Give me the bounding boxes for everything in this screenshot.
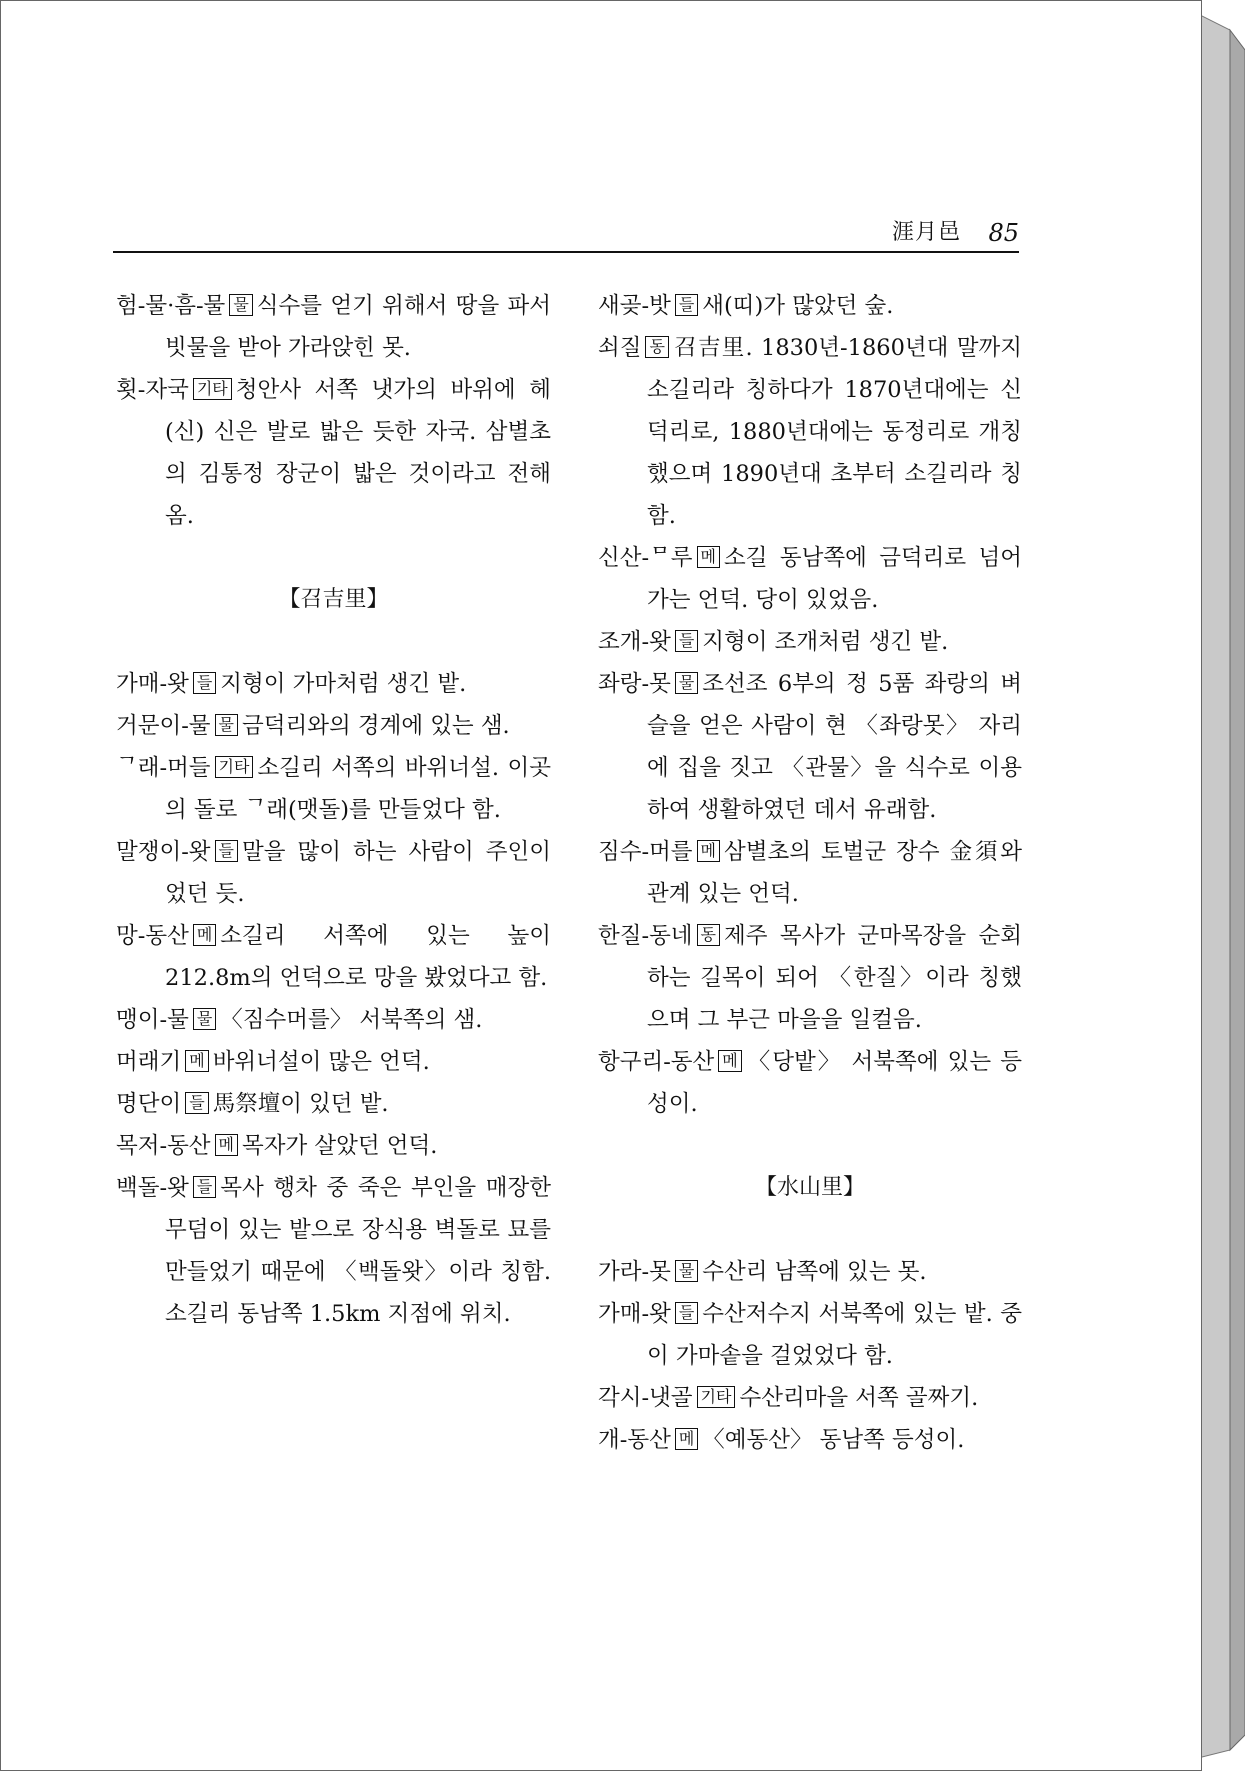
entry-term: 목저-동산 — [116, 1133, 211, 1159]
entry-term: 머래기 — [116, 1049, 182, 1075]
category-tag: 물 — [229, 294, 252, 316]
category-tag: 들 — [185, 1092, 208, 1114]
entry-text: 목자가 살았던 언덕. — [242, 1133, 438, 1159]
entry-list — [598, 285, 1022, 1125]
category-tag: 들 — [215, 840, 238, 862]
entry-term: 명단이 — [116, 1091, 182, 1117]
entry-term: 험-물·흠-물 — [116, 293, 226, 319]
entry-term: 가매-왓 — [116, 671, 189, 697]
dictionary-entry — [116, 369, 551, 537]
entry-term: 각시-냇골 — [598, 1385, 693, 1411]
category-tag: 동 — [645, 336, 668, 358]
entry-term: 짐수-머를 — [598, 839, 693, 865]
dictionary-entry — [598, 1251, 1022, 1293]
entry-text: 지형이 가마처럼 생긴 밭. — [220, 671, 467, 697]
entry-text: 소길 동남쪽에 금덕리로 넘어가는 언덕. 당이 있었음. — [647, 545, 1022, 613]
dictionary-entry — [598, 621, 1022, 663]
page-header — [113, 213, 1019, 253]
dictionary-entry — [116, 1125, 551, 1167]
dictionary-entry — [598, 1419, 1022, 1461]
dictionary-entry — [598, 285, 1022, 327]
entry-text: 금덕리와의 경계에 있는 샘. — [242, 713, 510, 739]
dictionary-entry — [116, 831, 551, 915]
entry-text: 말을 많이 하는 사람이 주인이었던 듯. — [165, 839, 551, 907]
category-tag: 들 — [675, 1302, 698, 1324]
entry-term: ᄀ래-머들 — [116, 755, 211, 781]
entry-list — [116, 663, 551, 1335]
entry-text: 제주 목사가 군마목장을 순회하는 길목이 되어 〈한질〉이라 칭했으며 그 부근 마을을 일컬음. — [647, 923, 1022, 1033]
dictionary-entry — [598, 327, 1022, 537]
entry-term: 쇠질 — [598, 335, 642, 361]
dictionary-entry — [598, 915, 1022, 1041]
category-tag: 기타 — [215, 756, 254, 778]
entry-term: 항구리-동산 — [598, 1049, 715, 1075]
page-number: 85 — [988, 219, 1019, 247]
entry-text: 청안사 서쪽 냇가의 바위에 헤(신) 신은 발로 밟은 듯한 자국. 삼별초의 김통정 장군이 밟은 것이라고 전해 옴. — [165, 377, 551, 529]
section-heading: 【召吉里】 — [278, 587, 389, 612]
category-tag: 메 — [718, 1050, 741, 1072]
category-tag: 메 — [675, 1428, 698, 1450]
entry-text: 召吉里. 1830년-1860년대 말까지 소길리라 칭하다가 1870년대에는 신덕리로, 1880년대에는 동정리로 개칭했으며 1890년대 초부터 소길리라 칭함. — [647, 335, 1022, 529]
entry-term: 새곶-밧 — [598, 293, 671, 319]
entry-text: 소길리 서쪽의 바위너설. 이곳의 돌로 ᄀ래(맷돌)를 만들었다 함. — [165, 755, 551, 823]
entry-text: 〈당밭〉 서북쪽에 있는 등성이. — [647, 1049, 1022, 1117]
entry-text: 馬祭壇이 있던 밭. — [212, 1091, 389, 1117]
dictionary-entry — [116, 285, 551, 369]
entry-term: 백돌-왓 — [116, 1175, 189, 1201]
entry-text: 〈예동산〉 동남쪽 등성이. — [702, 1427, 965, 1453]
dictionary-entry — [116, 915, 551, 999]
entry-term: 망-동산 — [116, 923, 189, 949]
entry-text: 조선조 6부의 정 5품 좌랑의 벼슬을 얻은 사람이 현 〈좌랑못〉 자리에 집을 짓고 〈관물〉을 식수로 이용하여 생활하였던 데서 유래함. — [647, 671, 1022, 823]
entry-term: 말쟁이-왓 — [116, 839, 211, 865]
category-tag: 물 — [215, 714, 238, 736]
category-tag: 물 — [193, 1008, 216, 1030]
category-tag: 들 — [675, 630, 698, 652]
dictionary-entry — [598, 537, 1022, 621]
entry-term: 한질-동네 — [598, 923, 693, 949]
entry-text: 수산리마을 서쪽 골짜기. — [739, 1385, 979, 1411]
entry-term: 가라-못 — [598, 1259, 671, 1285]
entry-text: 수산리 남쪽에 있는 못. — [702, 1259, 927, 1285]
category-tag: 들 — [193, 672, 216, 694]
entry-term: 좌랑-못 — [598, 671, 671, 697]
dictionary-entry — [116, 1167, 551, 1335]
category-tag: 물 — [675, 1260, 698, 1282]
dictionary-entry — [598, 831, 1022, 915]
entry-text: 삼별초의 토벌군 장수 金須와 관계 있는 언덕. — [647, 839, 1022, 907]
dictionary-entry — [116, 663, 551, 705]
dictionary-entry — [598, 1377, 1022, 1419]
dictionary-entry — [116, 999, 551, 1041]
entry-term: 횟-자국 — [116, 377, 189, 403]
category-tag: 동 — [697, 924, 720, 946]
entry-term: 신산-ᄆ루 — [598, 545, 693, 571]
category-tag: 기타 — [697, 1386, 736, 1408]
entry-text: 목사 행차 중 죽은 부인을 매장한 무덤이 있는 밭으로 장식용 벽돌로 묘를 만들었기 때문에 〈백돌왓〉이라 칭함. 소길리 동남쪽 1.5km 지점에 위치. — [165, 1175, 551, 1327]
running-title: 涯月邑 — [891, 220, 961, 245]
entry-term: 개-동산 — [598, 1427, 671, 1453]
dictionary-entry — [116, 1041, 551, 1083]
category-tag: 메 — [193, 924, 216, 946]
entry-text: 새(띠)가 많았던 숲. — [702, 293, 894, 319]
dictionary-entry — [598, 1041, 1022, 1125]
category-tag: 들 — [675, 294, 698, 316]
category-tag: 메 — [697, 840, 720, 862]
entry-text: 수산저수지 서북쪽에 있는 밭. 중이 가마솥을 걸었었다 함. — [647, 1301, 1022, 1369]
dictionary-entry — [116, 1083, 551, 1125]
category-tag: 메 — [697, 546, 720, 568]
category-tag: 들 — [193, 1176, 216, 1198]
dictionary-entry — [116, 747, 551, 831]
entry-term: 가매-왓 — [598, 1301, 671, 1327]
entry-term: 거문이-물 — [116, 713, 211, 739]
entry-text: 소길리 서쪽에 있는 높이 212.8m의 언덕으로 망을 봤었다고 함. — [165, 923, 551, 991]
entry-list — [116, 285, 551, 537]
category-tag: 메 — [215, 1134, 238, 1156]
entry-text: 지형이 조개처럼 생긴 밭. — [702, 629, 949, 655]
dictionary-entry — [598, 1293, 1022, 1377]
category-tag: 기타 — [193, 378, 232, 400]
left-column — [116, 285, 551, 1335]
category-tag: 물 — [675, 672, 698, 694]
right-column — [598, 285, 1022, 1461]
category-tag: 메 — [185, 1050, 208, 1072]
dictionary-entry — [116, 705, 551, 747]
entry-term: 맹이-물 — [116, 1007, 189, 1033]
entry-text: 〈짐수머를〉 서북쪽의 샘. — [220, 1007, 483, 1033]
entry-list — [598, 1251, 1022, 1461]
section-heading: 【水山里】 — [754, 1175, 865, 1200]
entry-text: 바위너설이 많은 언덕. — [212, 1049, 430, 1075]
entry-text: 식수를 얻기 위해서 땅을 파서 빗물을 받아 가라앉힌 못. — [165, 293, 551, 361]
dictionary-entry — [598, 663, 1022, 831]
entry-term: 조개-왓 — [598, 629, 671, 655]
